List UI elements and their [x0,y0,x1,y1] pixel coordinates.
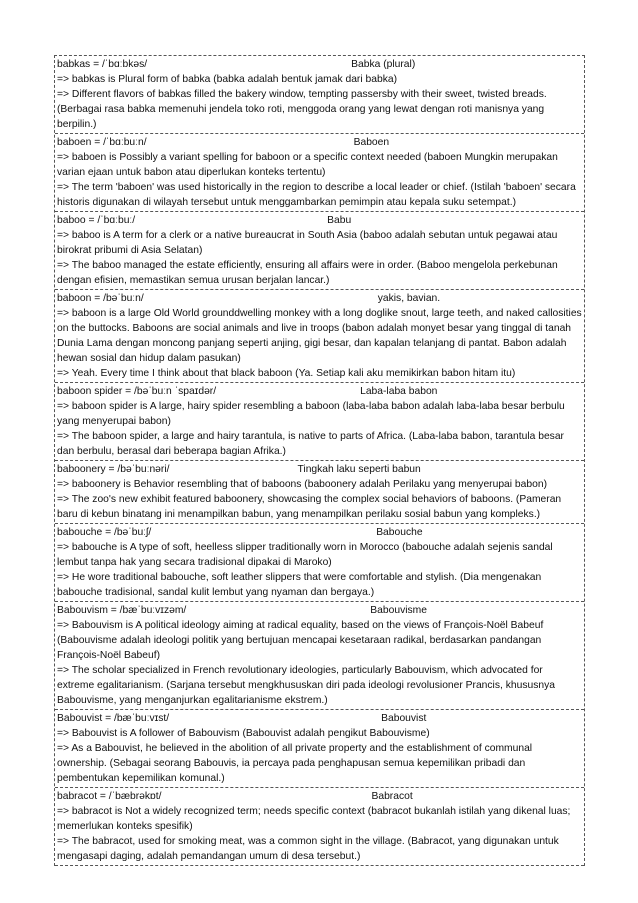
entry-definition: => babracot is Not a widely recognized term; needs specific context (babracot bukanlah istilah yang dikenal luas; memerlukan konteks spesifik) [57,806,571,832]
entry-example: => The scholar specialized in French revolutionary ideologies, particularly Babouvism, which advocated for extreme egalitarianism. (Sarjana tersebut mengkhususkan diri pada ideologi revolusioner Prancis, khususnya Babouvisme, yang menganjurkan egalitarianisme ekstrem.) [57,665,555,706]
dictionary-entry [55,461,584,524]
entry-headword: Babouvist = /bæˈbuːvɪst/ [57,713,170,724]
entry-header [57,384,582,399]
entry-example: => The term 'baboen' was used historically in the region to describe a local leader or chief. (Istilah 'baboen' secara historis digunakan di wilayah tersebut untuk menggambarkan pemimpin atau kepala suku setempat.) [57,182,576,208]
entry-translation: Babouvist [381,713,427,724]
entry-header [57,291,582,306]
entry-example: => He wore traditional babouche, soft leather slippers that were comfortable and stylish. (Dia mengenakan babouche tradisional, sandal kulit lembut yang nyaman dan bergaya.) [57,572,542,598]
entry-translation: yakis, bavian. [377,293,441,304]
entry-translation: Baboen [353,137,390,148]
entry-definition: => baboen is Possibly a variant spelling for baboon or a specific context needed (baboen Mungkin merupakan varian ejaan untuk babon atau diperlukan konteks tertentu) [57,152,558,178]
entry-header [57,135,582,150]
entry-example: => Different flavors of babkas filled the bakery window, tempting passersby with their sweet, twisted breads. (Berbagai rasa babka memenuhi jendela toko roti, menggoda orang yang lewat dengan roti manisnya yang berpilin.) [57,89,547,130]
entry-definition: => babkas is Plural form of babka (babka adalah bentuk jamak dari babka) [57,74,397,85]
entry-header [57,525,582,540]
entry-header [57,789,582,804]
entry-example: => The baboon spider, a large and hairy tarantula, is native to parts of Africa. (Laba-laba babon, tarantula besar dan berbulu, berasal dari beberapa bagian Afrika.) [57,431,564,457]
entry-definition: => babouche is A type of soft, heelless slipper traditionally worn in Morocco (babouche adalah sejenis sandal lembut tanpa hak yang secara tradisional dipakai di Maroko) [57,542,553,568]
entry-example: => The zoo's new exhibit featured baboonery, showcasing the complex social behaviors of baboons. (Pameran baru di kebun binatang ini menampilkan babun, yang menampilkan perilaku sosial babun yang kompleks.) [57,494,562,520]
dictionary-entry [55,524,584,602]
dictionary-entry [55,710,584,788]
dictionary-entry [55,383,584,461]
entry-translation: Babouche [376,527,423,538]
entry-translation: Babka (plural) [351,59,416,70]
dictionary-entry [55,56,584,134]
entry-header [57,603,582,618]
entry-header [57,213,582,228]
dictionary-entry [55,788,584,866]
entry-headword: baboen = /ˈbɑːbuːn/ [57,137,147,148]
dictionary-entry [55,602,584,710]
entry-translation: Babu [327,215,352,226]
entry-headword: baboon spider = /bəˈbuːn ˈspaɪdər/ [57,386,217,397]
entry-headword: baboo = /ˈbɑːbuː/ [57,215,136,226]
entry-translation: Laba-laba babon [360,386,438,397]
entry-definition: => baboonery is Behavior resembling that of baboons (baboonery adalah Perilaku yang menyerupai babon) [57,479,547,490]
entry-translation: Babouvisme [370,605,427,616]
entry-translation: Babracot [371,791,413,802]
entry-translation: Tingkah laku seperti babun [297,464,421,475]
dictionary-entries [54,55,585,866]
entry-headword: Babouvism = /bæˈbuːvɪzəm/ [57,605,187,616]
entry-headword: baboon = /bəˈbuːn/ [57,293,144,304]
entry-example: => The babracot, used for smoking meat, was a common sight in the village. (Babracot, yang digunakan untuk mengasapi daging, adalah pemandangan umum di desa tersebut.) [57,836,559,862]
dictionary-entry [55,290,584,383]
entry-example: => The baboo managed the estate efficiently, ensuring all affairs were in order. (Baboo mengelola perkebunan dengan efisien, memastikan semua urusan berjalan lancar.) [57,260,558,286]
dictionary-entry [55,212,584,290]
entry-definition: => baboo is A term for a clerk or a native bureaucrat in South Asia (baboo adalah sebutan untuk pegawai atau birokrat pribumi di Asia Selatan) [57,230,558,256]
entry-example: => As a Babouvist, he believed in the abolition of all private property and the establishment of communal ownership. (Sebagai seorang Babouvis, ia percaya pada penghapusan semua kepemilikan pribadi dan pembentukan kepemilikan komunal.) [57,743,533,784]
entry-example: => Yeah. Every time I think about that black baboon (Ya. Setiap kali aku memikirkan babon hitam itu) [57,368,516,379]
entry-header [57,57,582,72]
entry-definition: => baboon is a large Old World grounddwelling monkey with a long doglike snout, large teeth, and naked callosities on the buttocks. Baboons are social animals and live in troops (babon adalah monyet besar yang tinggal di tanah Dunia Lama dengan moncong panjang seperti anjing, gigi besar, dan kapalan telanjang di pantat. Babon adalah hewan sosial dan hidup dalam pasukan) [57,308,582,364]
dictionary-entry [55,134,584,212]
entry-headword: babracot = /ˈbæbrəkɒt/ [57,791,162,802]
entry-definition: => Babouvism is A political ideology aiming at radical equality, based on the views of François-Noël Babeuf (Babouvisme adalah ideologi politik yang bertujuan mencapai kesetaraan radikal, berdasarkan pandangan François-Noël Babeuf) [57,620,544,661]
entry-headword: babouche = /bəˈbuːʃ/ [57,527,152,538]
entry-headword: baboonery = /bəˈbuːnəri/ [57,464,170,475]
entry-definition: => baboon spider is A large, hairy spider resembling a baboon (laba-laba babon adalah laba-laba besar berbulu yang menyerupai babon) [57,401,565,427]
entry-header [57,462,582,477]
entry-definition: => Babouvist is A follower of Babouvism (Babouvist adalah pengikut Babouvisme) [57,728,430,739]
entry-header [57,711,582,726]
entry-headword: babkas = /ˈbɑːbkəs/ [57,59,148,70]
